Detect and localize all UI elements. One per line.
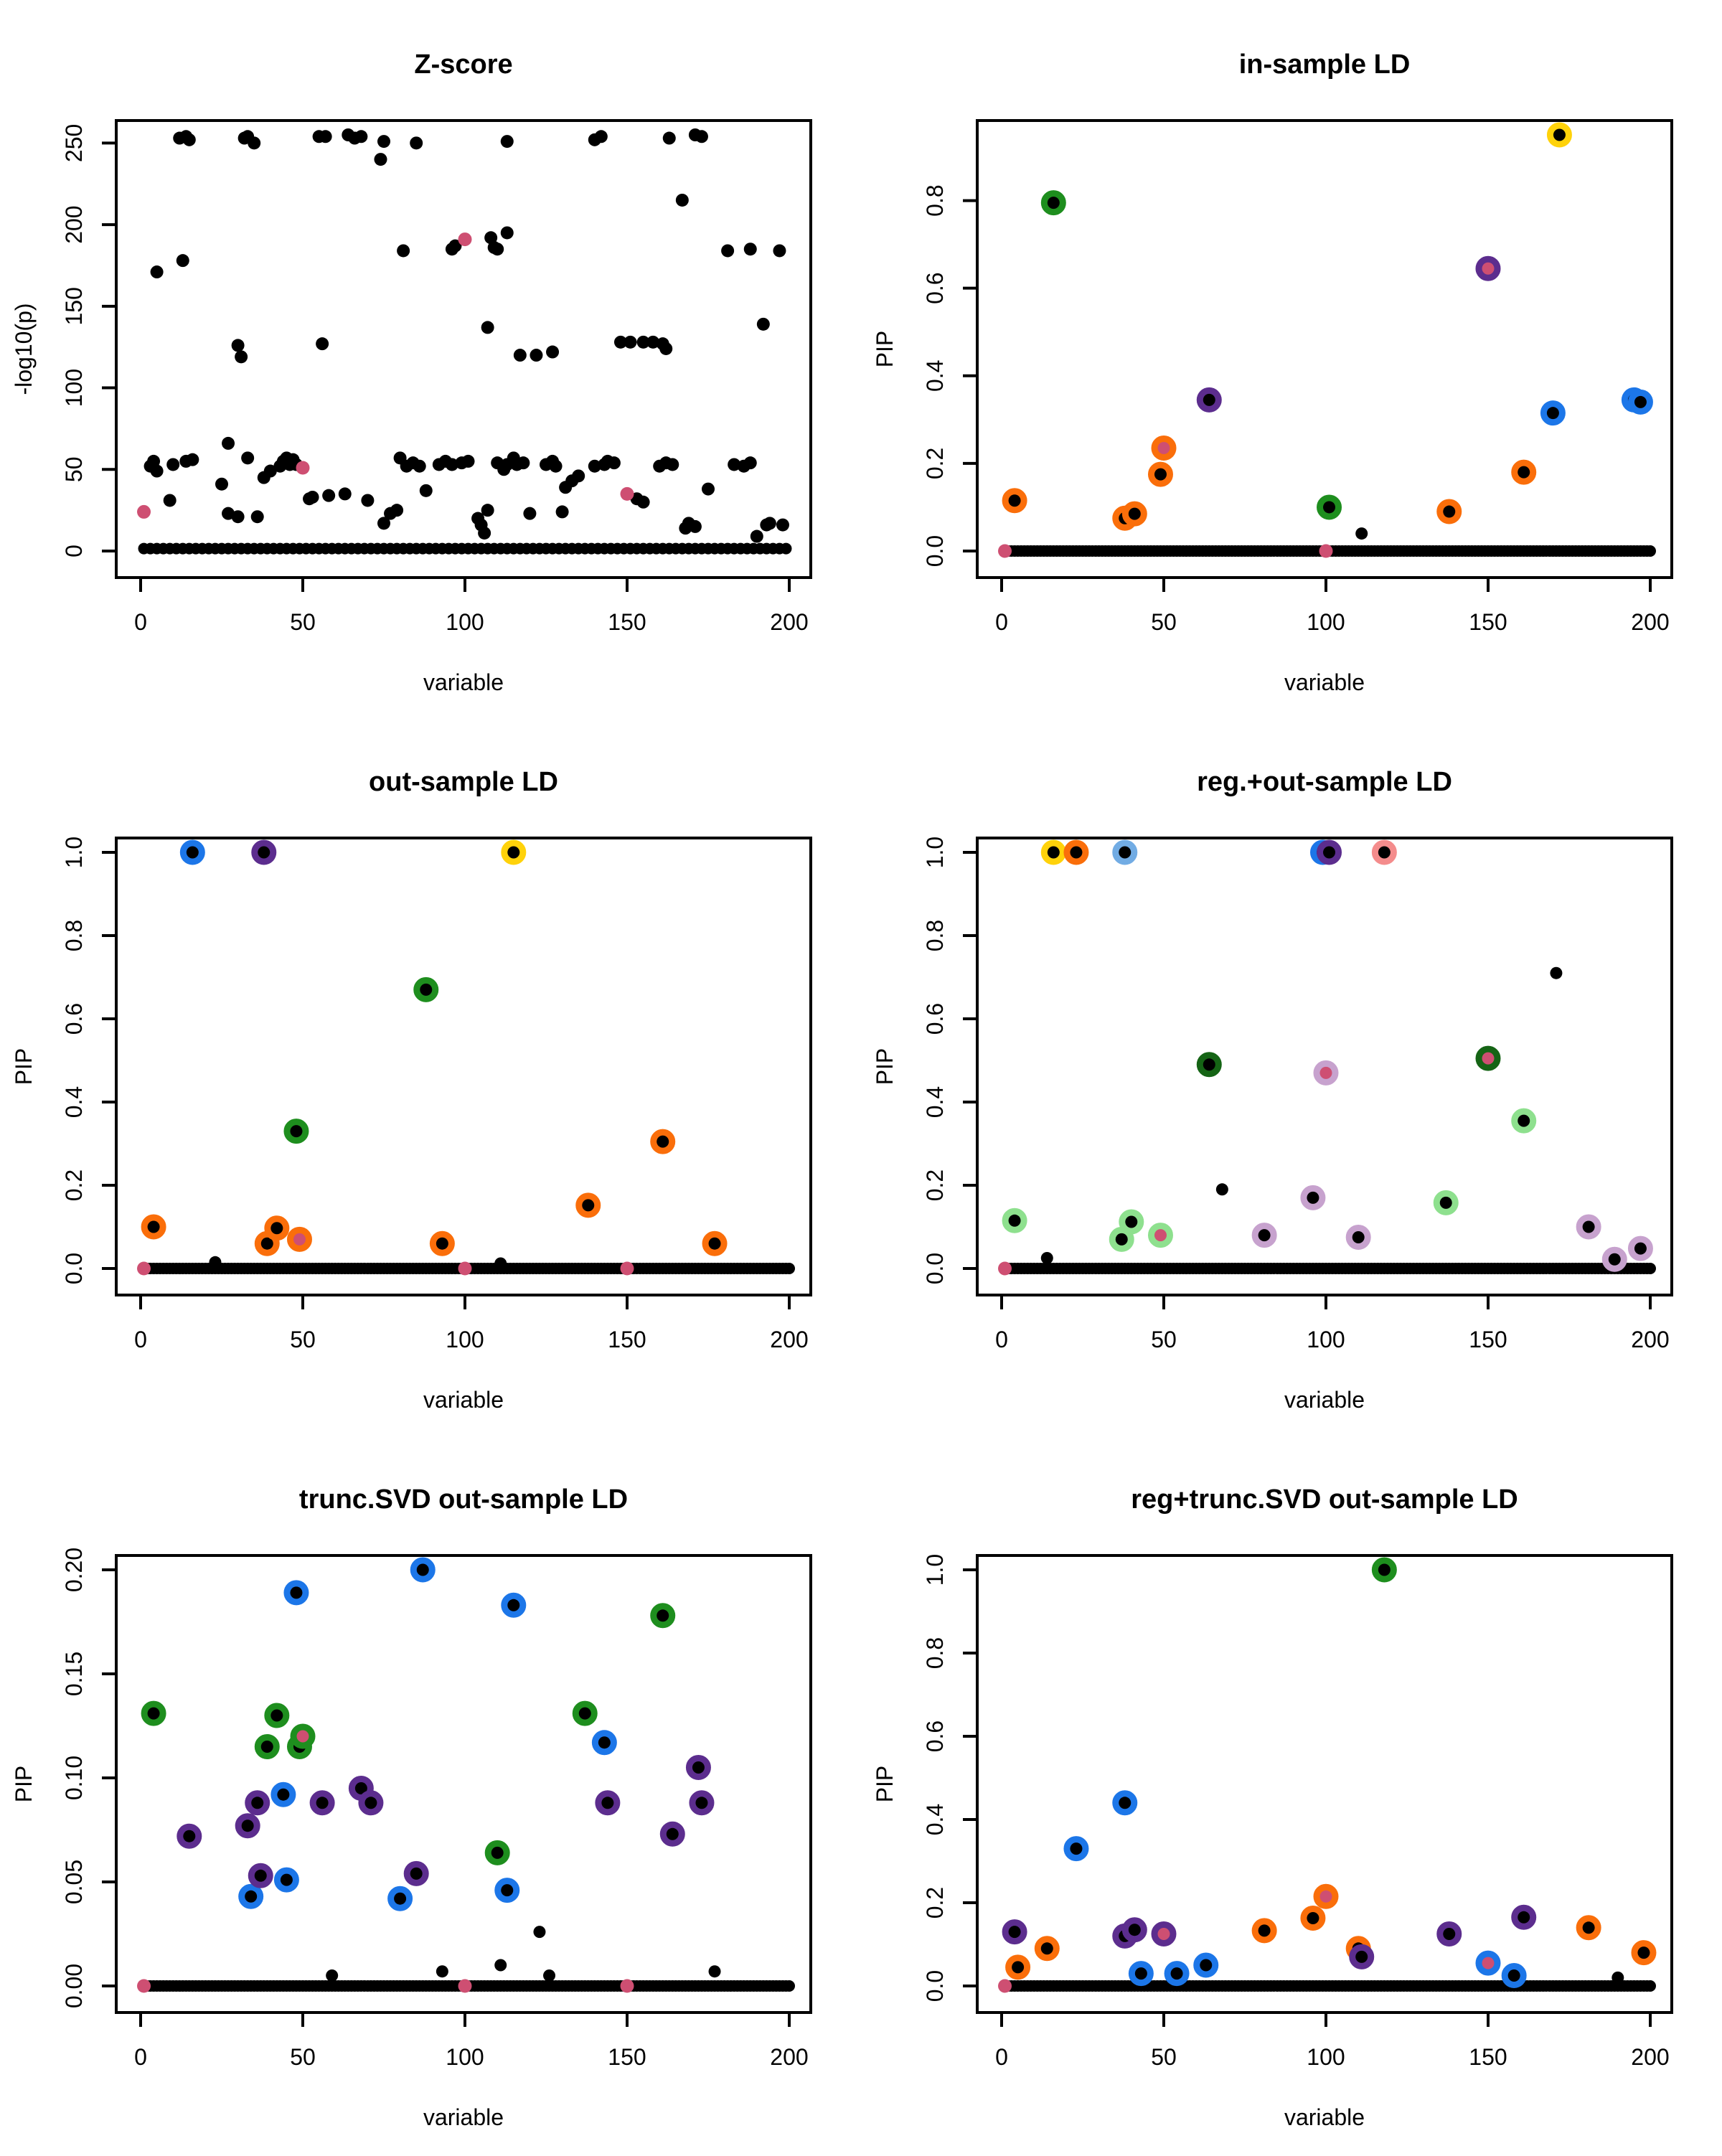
y-tick-label: 0.4 xyxy=(922,1086,948,1119)
x-axis-label: variable xyxy=(1284,2104,1365,2130)
panel-title: trunc.SVD out-sample LD xyxy=(298,1484,629,1515)
true-variable-point xyxy=(458,1262,472,1276)
data-point xyxy=(316,1797,329,1809)
data-point xyxy=(151,265,164,278)
data-point xyxy=(1323,501,1335,513)
data-point xyxy=(494,1258,507,1270)
data-point xyxy=(232,510,245,523)
x-tick-label: 100 xyxy=(446,2044,484,2070)
data-point xyxy=(242,1820,254,1832)
x-tick-label: 0 xyxy=(995,2044,1008,2070)
data-point xyxy=(709,1965,721,1977)
data-point xyxy=(1258,1229,1271,1241)
data-point xyxy=(582,1199,594,1211)
x-tick-label: 150 xyxy=(608,2044,646,2070)
data-point xyxy=(695,1797,707,1809)
y-tick-label: 0.6 xyxy=(922,1720,948,1753)
x-axis-label: variable xyxy=(423,1387,504,1413)
true-variable-point xyxy=(1319,545,1333,558)
data-point xyxy=(556,505,569,518)
data-point xyxy=(1482,263,1495,275)
data-point xyxy=(397,244,410,257)
x-tick-label: 150 xyxy=(1469,1327,1507,1352)
panel-svg xyxy=(0,0,861,717)
data-point xyxy=(322,489,335,502)
x-tick-label: 200 xyxy=(770,2044,809,2070)
data-point xyxy=(572,469,585,482)
data-point xyxy=(666,458,679,471)
data-point xyxy=(1320,1891,1332,1903)
data-point xyxy=(481,504,494,517)
x-tick-label: 50 xyxy=(290,1327,316,1352)
data-point xyxy=(413,460,426,473)
data-point xyxy=(776,519,789,532)
x-tick-label: 50 xyxy=(1151,1327,1177,1352)
y-tick-label: 0.20 xyxy=(61,1547,87,1593)
data-point xyxy=(598,1736,611,1748)
data-point xyxy=(507,847,519,859)
panel-svg xyxy=(861,1435,1722,2152)
panel-trunc-svd-out-sample-ld xyxy=(0,1435,861,2152)
data-point xyxy=(235,350,248,363)
data-point xyxy=(1323,847,1335,859)
x-axis-label: variable xyxy=(1284,1387,1365,1413)
data-point xyxy=(1547,407,1559,419)
y-tick-label: 0.00 xyxy=(61,1963,87,2009)
data-point xyxy=(410,1868,423,1880)
data-point xyxy=(1508,1969,1520,1982)
data-point xyxy=(1518,466,1530,479)
data-point xyxy=(659,342,672,355)
data-point xyxy=(1070,847,1082,859)
data-point xyxy=(1612,1972,1624,1984)
y-tick-label: 0.2 xyxy=(922,1169,948,1202)
x-tick-label: 0 xyxy=(134,2044,147,2070)
x-tick-label: 200 xyxy=(1631,1327,1670,1352)
x-axis-label: variable xyxy=(423,2104,504,2130)
data-point xyxy=(533,1926,545,1938)
y-tick-label: 200 xyxy=(61,205,87,244)
data-point xyxy=(1637,1946,1650,1959)
data-point xyxy=(1070,1842,1082,1855)
data-point xyxy=(1482,1053,1495,1065)
data-point xyxy=(501,135,514,148)
data-point xyxy=(306,491,319,504)
y-axis-label: -log10(p) xyxy=(11,303,37,395)
x-tick-label: 200 xyxy=(770,609,809,635)
data-point xyxy=(1378,1564,1391,1576)
data-point xyxy=(354,130,367,143)
panel-title: reg+trunc.SVD out-sample LD xyxy=(1131,1484,1518,1515)
data-point xyxy=(177,254,189,267)
x-tick-label: 0 xyxy=(995,1327,1008,1352)
data-point xyxy=(151,465,164,478)
y-tick-label: 0.2 xyxy=(922,447,948,480)
data-point xyxy=(514,349,527,362)
data-point xyxy=(462,455,475,468)
data-point xyxy=(245,1891,257,1903)
data-point xyxy=(186,453,199,466)
baseline-point xyxy=(784,1263,795,1274)
x-tick-label: 100 xyxy=(1307,609,1345,635)
panel-z-score xyxy=(0,0,861,717)
data-point xyxy=(270,1222,283,1234)
x-tick-label: 50 xyxy=(1151,2044,1177,2070)
data-point xyxy=(164,494,177,507)
x-tick-label: 200 xyxy=(1631,609,1670,635)
data-point xyxy=(361,494,374,507)
data-point xyxy=(420,484,433,497)
true-variable-point xyxy=(137,1262,151,1276)
y-tick-label: 0.4 xyxy=(922,359,948,392)
data-point xyxy=(773,244,786,257)
data-point xyxy=(232,339,245,352)
y-axis-label: PIP xyxy=(11,1048,37,1086)
data-point xyxy=(481,321,494,334)
baseline-point xyxy=(784,1980,795,1992)
data-point xyxy=(1154,469,1167,481)
data-point xyxy=(1355,1951,1368,1963)
data-point xyxy=(663,132,676,145)
panel-reg-out-sample-ld xyxy=(861,717,1722,1435)
data-point xyxy=(494,1959,507,1972)
data-point xyxy=(215,478,228,491)
data-point xyxy=(364,1797,377,1809)
data-point xyxy=(595,130,608,143)
data-point xyxy=(757,318,770,331)
data-point xyxy=(290,1125,302,1137)
data-point xyxy=(209,1256,221,1268)
data-point xyxy=(1553,129,1566,141)
data-point xyxy=(1048,197,1060,209)
data-point xyxy=(1583,1221,1595,1233)
data-point xyxy=(1135,1967,1147,1980)
y-tick-label: 0.0 xyxy=(922,1252,948,1285)
data-point xyxy=(1216,1183,1228,1195)
data-point xyxy=(1158,1928,1170,1940)
data-point xyxy=(695,130,708,143)
data-point xyxy=(1119,1797,1131,1809)
data-point xyxy=(1200,1959,1212,1972)
y-tick-label: 0.6 xyxy=(922,1002,948,1035)
data-point xyxy=(543,1969,555,1982)
y-tick-label: 150 xyxy=(61,287,87,326)
data-point xyxy=(1012,1961,1024,1973)
data-point xyxy=(608,456,621,469)
data-point xyxy=(166,458,179,471)
true-variable-point xyxy=(137,505,151,519)
x-tick-label: 50 xyxy=(290,2044,316,2070)
data-point xyxy=(657,1136,669,1148)
true-variable-point xyxy=(998,1980,1012,1993)
y-tick-label: 0.8 xyxy=(922,184,948,217)
data-point xyxy=(763,517,776,529)
y-tick-label: 0.8 xyxy=(61,919,87,952)
data-point xyxy=(1125,1216,1137,1228)
plot-box xyxy=(116,838,811,1295)
data-point xyxy=(1041,1942,1053,1954)
data-point xyxy=(374,153,387,166)
data-point xyxy=(744,243,757,255)
data-point xyxy=(241,451,254,464)
data-point xyxy=(1129,1924,1141,1936)
true-variable-point xyxy=(621,1262,634,1276)
data-point xyxy=(248,136,260,149)
data-point xyxy=(491,243,504,255)
y-tick-label: 0 xyxy=(61,545,87,557)
data-point xyxy=(183,1830,195,1842)
data-point xyxy=(1154,1229,1167,1241)
data-point xyxy=(417,1564,429,1576)
y-tick-label: 0.05 xyxy=(61,1859,87,1905)
panel-svg xyxy=(861,0,1722,717)
data-point xyxy=(1518,1911,1530,1924)
y-axis-label: PIP xyxy=(872,1765,898,1803)
data-point xyxy=(1116,1233,1128,1246)
data-point xyxy=(1355,527,1368,540)
data-point xyxy=(1550,967,1562,979)
data-point xyxy=(491,1847,504,1859)
x-tick-label: 150 xyxy=(1469,2044,1507,2070)
data-point xyxy=(258,847,270,859)
data-point xyxy=(390,504,403,517)
x-tick-label: 0 xyxy=(995,609,1008,635)
data-point xyxy=(1041,1252,1053,1264)
y-tick-label: 0.8 xyxy=(922,1637,948,1670)
x-tick-label: 150 xyxy=(608,1327,646,1352)
x-tick-label: 200 xyxy=(1631,2044,1670,2070)
data-point xyxy=(420,984,432,996)
panel-title: out-sample LD xyxy=(369,767,558,797)
data-point xyxy=(183,133,196,146)
x-tick-label: 50 xyxy=(290,609,316,635)
data-point xyxy=(339,487,352,500)
data-point xyxy=(1378,847,1391,859)
baseline-point xyxy=(1645,545,1656,557)
y-tick-label: 0.2 xyxy=(61,1169,87,1202)
data-point xyxy=(624,336,637,349)
data-point xyxy=(517,456,530,469)
data-point xyxy=(1171,1967,1183,1980)
data-point xyxy=(1634,1243,1647,1255)
panel-title: in-sample LD xyxy=(1238,50,1411,80)
y-tick-label: 0.6 xyxy=(922,272,948,304)
data-point xyxy=(1609,1253,1621,1266)
data-point xyxy=(316,337,329,350)
y-axis-label: PIP xyxy=(872,330,898,368)
data-point xyxy=(667,1828,679,1840)
panel-reg-trunc-svd-out-sample-ld xyxy=(861,1435,1722,2152)
x-tick-label: 100 xyxy=(446,1327,484,1352)
data-point xyxy=(148,1221,160,1233)
true-variable-point xyxy=(998,545,1012,558)
x-tick-label: 100 xyxy=(1307,2044,1345,2070)
data-point xyxy=(1203,1058,1215,1070)
y-tick-label: 1.0 xyxy=(61,836,87,869)
x-tick-label: 150 xyxy=(1469,609,1507,635)
data-point xyxy=(410,136,423,149)
data-point xyxy=(436,1238,448,1250)
data-point xyxy=(1158,442,1170,454)
data-point xyxy=(293,1233,306,1246)
data-point xyxy=(326,1969,338,1982)
data-point xyxy=(676,194,689,207)
y-tick-label: 0.0 xyxy=(61,1252,87,1285)
x-axis-label: variable xyxy=(1284,669,1365,695)
data-point xyxy=(270,1710,283,1722)
data-point xyxy=(251,510,264,523)
y-axis-label: PIP xyxy=(872,1048,898,1086)
data-point xyxy=(251,1797,263,1809)
data-point xyxy=(546,346,559,359)
data-point xyxy=(721,244,734,257)
data-point xyxy=(1352,1231,1365,1243)
data-point xyxy=(751,530,763,543)
y-tick-label: 0.8 xyxy=(922,919,948,952)
data-point xyxy=(1258,1924,1271,1936)
baseline-point xyxy=(1645,1980,1656,1992)
y-axis-label: PIP xyxy=(11,1765,37,1803)
data-point xyxy=(579,1708,591,1720)
true-variable-point xyxy=(998,1262,1012,1276)
y-tick-label: 0.4 xyxy=(61,1086,87,1119)
panel-in-sample-ld xyxy=(861,0,1722,717)
data-point xyxy=(1119,847,1131,859)
y-tick-label: 1.0 xyxy=(922,1553,948,1586)
y-tick-label: 100 xyxy=(61,368,87,408)
data-point xyxy=(1307,1912,1319,1924)
data-point xyxy=(255,1870,267,1882)
panel-svg xyxy=(861,717,1722,1435)
x-tick-label: 100 xyxy=(446,609,484,635)
true-variable-point xyxy=(458,232,472,246)
data-point xyxy=(1048,847,1060,859)
x-tick-label: 200 xyxy=(770,1327,809,1352)
plot-box xyxy=(116,1555,811,2013)
data-point xyxy=(478,527,491,540)
data-point xyxy=(1203,394,1215,406)
data-point xyxy=(1634,396,1647,408)
data-point xyxy=(657,1609,669,1621)
data-point xyxy=(1009,1215,1021,1227)
data-point xyxy=(709,1238,721,1250)
data-point xyxy=(1009,1926,1021,1938)
y-tick-label: 0.4 xyxy=(922,1803,948,1836)
panel-out-sample-ld xyxy=(0,717,861,1435)
y-tick-label: 0.10 xyxy=(61,1755,87,1801)
data-point xyxy=(501,226,514,239)
y-tick-label: 0.0 xyxy=(922,535,948,568)
data-point xyxy=(1583,1921,1595,1934)
data-point xyxy=(1518,1115,1530,1127)
panel-svg xyxy=(0,717,861,1435)
true-variable-point xyxy=(296,461,310,475)
baseline-point xyxy=(780,543,791,555)
data-point xyxy=(187,847,199,859)
y-tick-label: 0.15 xyxy=(61,1651,87,1697)
data-point xyxy=(501,1884,513,1896)
data-point xyxy=(1443,1928,1455,1940)
x-tick-label: 100 xyxy=(1307,1327,1345,1352)
data-point xyxy=(744,456,757,469)
x-tick-label: 0 xyxy=(134,1327,147,1352)
true-variable-point xyxy=(137,1980,151,1993)
panel-title: reg.+out-sample LD xyxy=(1197,767,1452,797)
data-point xyxy=(394,1893,406,1905)
data-point xyxy=(550,460,563,473)
data-point xyxy=(702,483,715,496)
x-axis-label: variable xyxy=(423,669,504,695)
panel-title: Z-score xyxy=(414,50,513,80)
data-point xyxy=(1482,1957,1495,1969)
data-point xyxy=(507,1599,519,1611)
data-point xyxy=(277,1789,289,1801)
x-tick-label: 0 xyxy=(134,609,147,635)
y-tick-label: 250 xyxy=(61,123,87,163)
x-tick-label: 150 xyxy=(608,609,646,635)
data-point xyxy=(523,507,536,520)
y-tick-label: 1.0 xyxy=(922,836,948,869)
plot-box xyxy=(977,1555,1672,2013)
true-variable-point xyxy=(458,1980,472,1993)
data-point xyxy=(148,1708,160,1720)
true-variable-point xyxy=(621,487,634,501)
data-point xyxy=(290,1586,302,1599)
x-tick-label: 50 xyxy=(1151,609,1177,635)
panel-svg xyxy=(0,1435,861,2152)
y-tick-label: 0.0 xyxy=(922,1969,948,2002)
data-point xyxy=(377,135,390,148)
data-point xyxy=(1440,1197,1452,1209)
data-point xyxy=(530,349,542,362)
data-point xyxy=(1009,494,1021,507)
data-point xyxy=(601,1797,613,1809)
data-point xyxy=(1129,508,1141,520)
y-tick-label: 0.6 xyxy=(61,1002,87,1035)
data-point xyxy=(1307,1192,1319,1204)
data-point xyxy=(436,1965,448,1977)
data-point xyxy=(689,520,702,533)
data-point xyxy=(281,1874,293,1886)
data-point xyxy=(1320,1067,1332,1079)
y-tick-label: 50 xyxy=(61,456,87,483)
baseline-point xyxy=(1645,1263,1656,1274)
data-point xyxy=(319,130,332,143)
y-tick-label: 0.2 xyxy=(922,1886,948,1919)
data-point xyxy=(222,437,235,450)
data-point xyxy=(637,496,650,509)
data-point xyxy=(261,1741,273,1753)
data-point xyxy=(1443,506,1455,518)
data-point xyxy=(297,1731,309,1743)
true-variable-point xyxy=(621,1980,634,1993)
data-point xyxy=(692,1761,705,1774)
plot-box xyxy=(116,121,811,578)
